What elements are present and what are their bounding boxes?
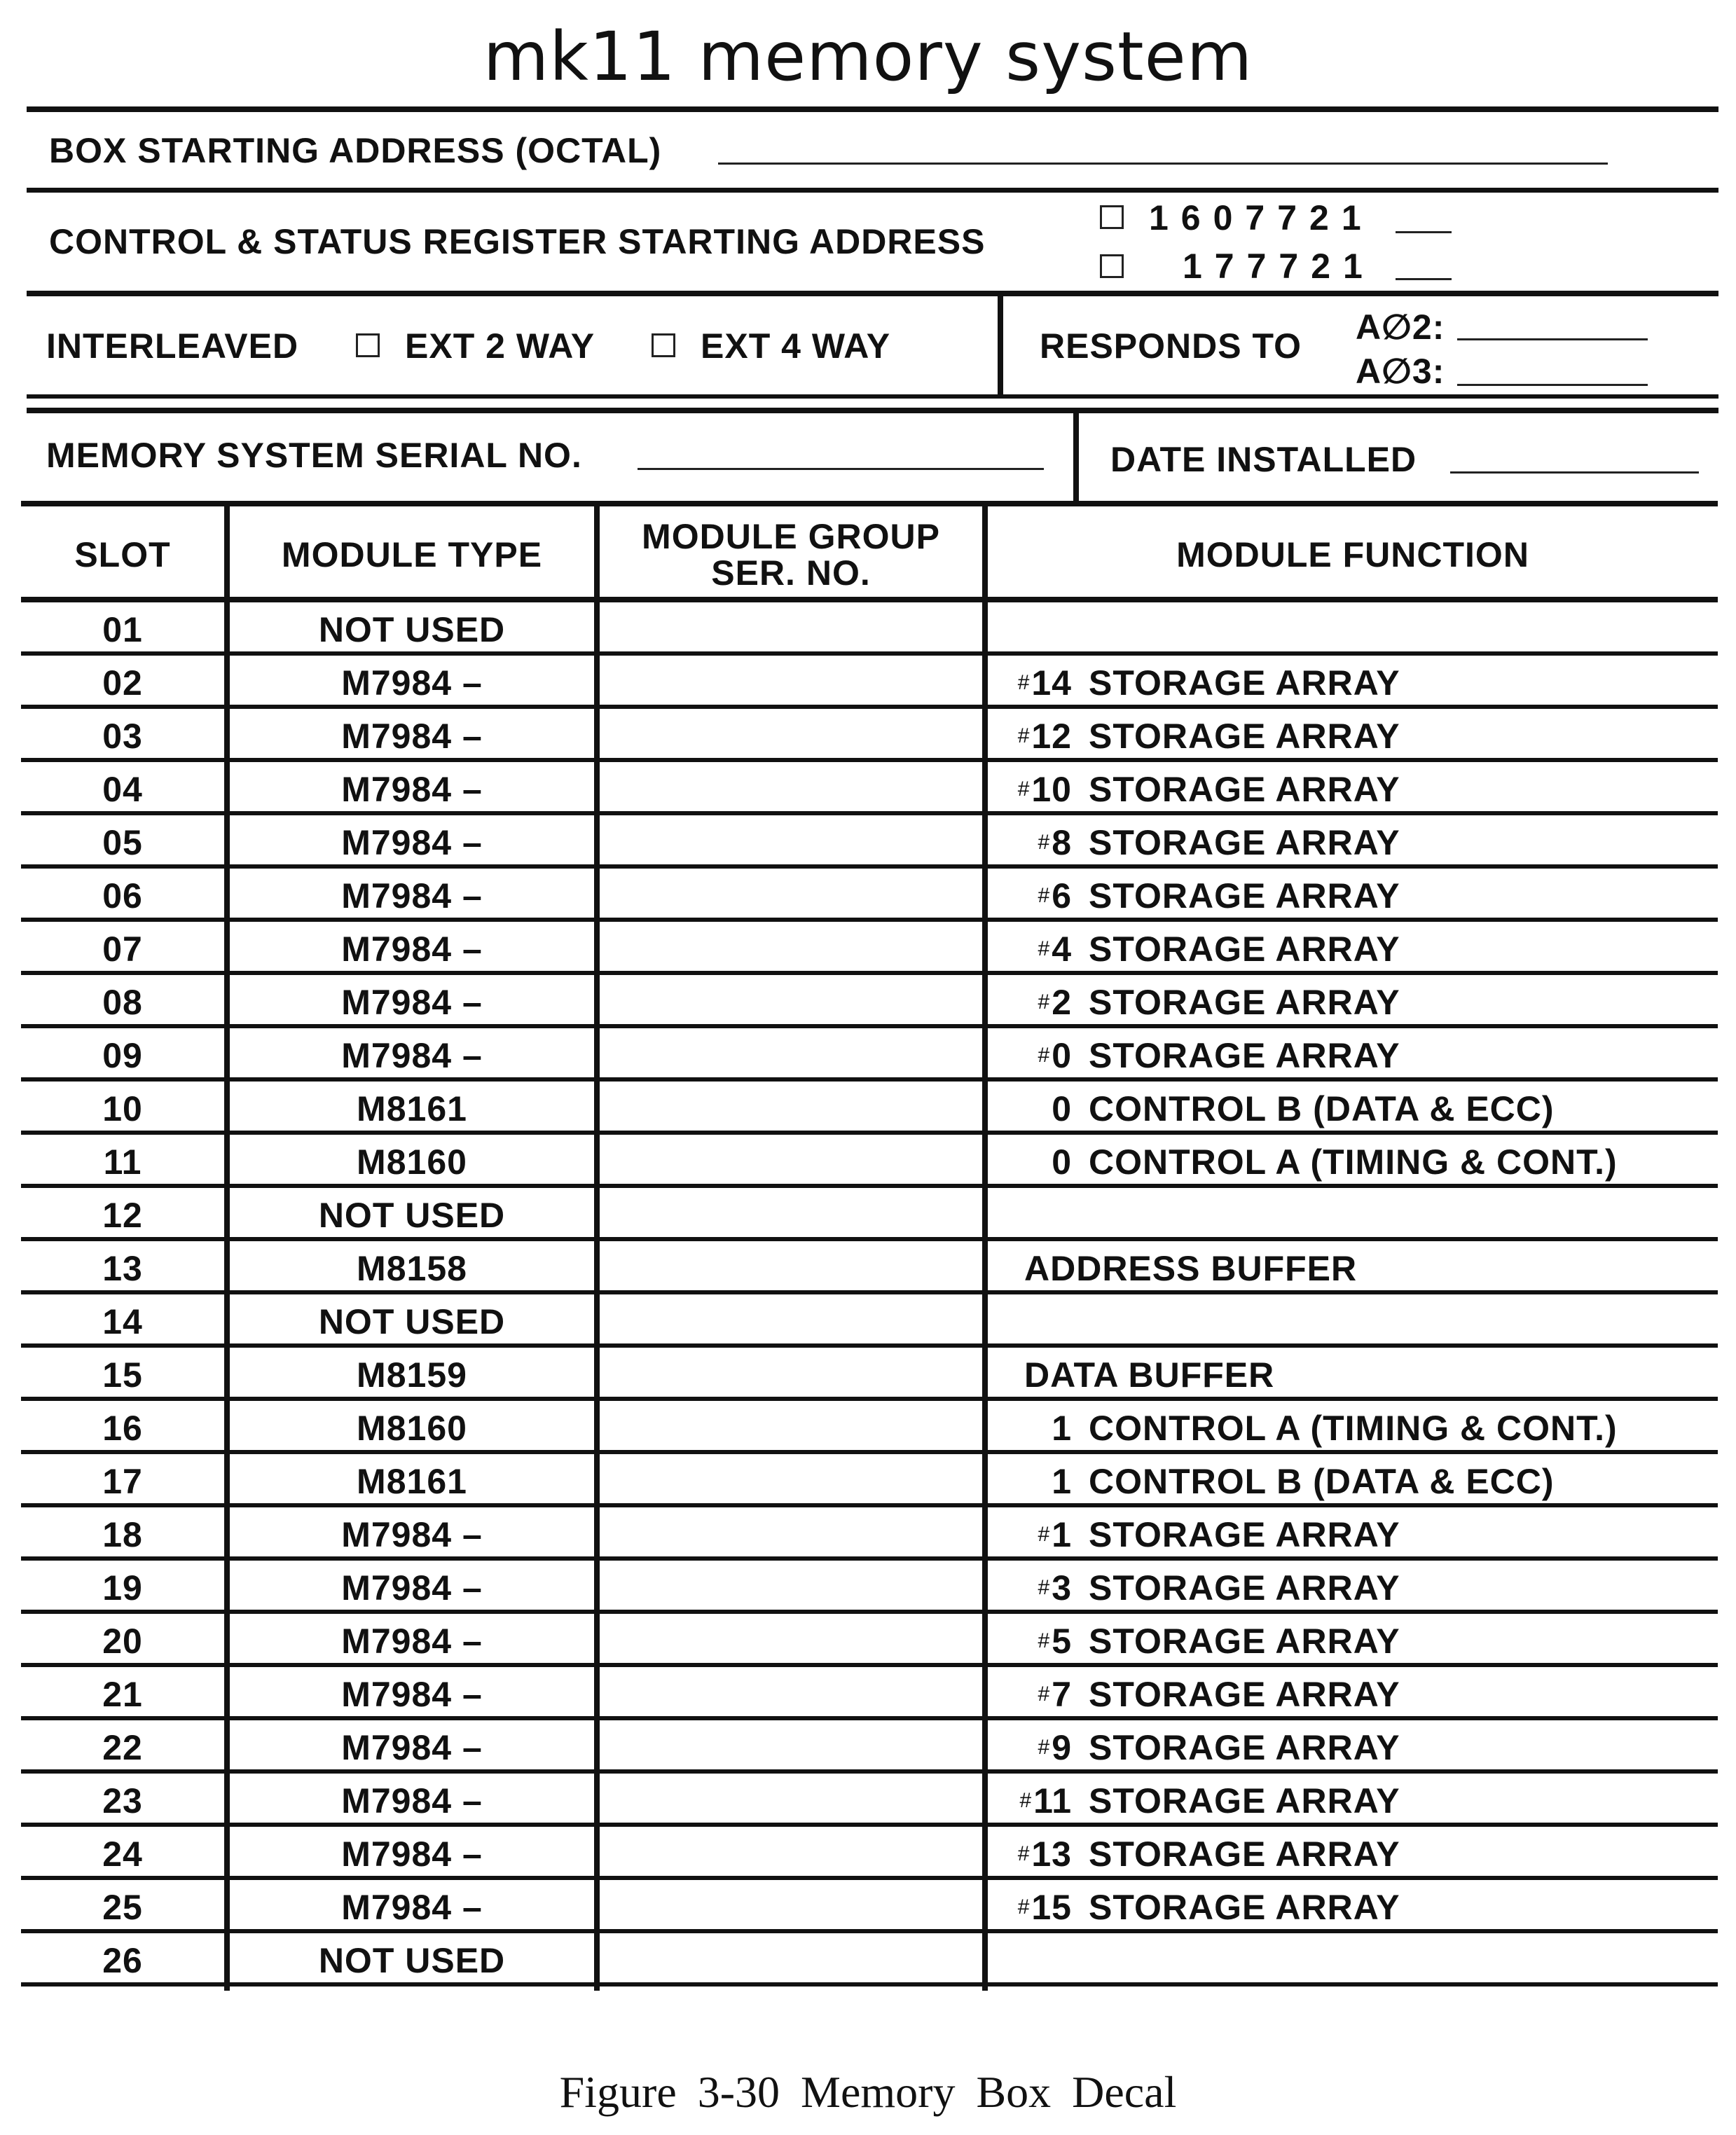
number-sign-icon: # <box>1038 1629 1051 1652</box>
box-starting-address-label: BOX STARTING ADDRESS (OCTAL) <box>49 131 662 170</box>
table-row <box>21 1880 1718 1933</box>
number-sign-icon: # <box>1017 671 1031 694</box>
page-title: mk11 memory system <box>483 18 1253 96</box>
module-function-text: CONTROL A (TIMING & CONT.) <box>1089 1142 1618 1182</box>
module-type-cell: M8160 <box>357 1142 467 1182</box>
slot-cell: 02 <box>102 663 143 703</box>
array-number <box>988 1135 1072 1189</box>
table-row <box>21 1507 1718 1561</box>
array-number <box>988 922 1072 976</box>
number-sign-icon: # <box>1038 1683 1051 1706</box>
module-group-ser-no-cell[interactable] <box>600 656 982 705</box>
array-number-value: 10 <box>1031 770 1072 809</box>
array-number <box>988 1561 1072 1615</box>
number-sign-icon: # <box>1017 778 1031 801</box>
slot-cell: 19 <box>102 1568 143 1608</box>
module-function-text: STORAGE ARRAY <box>1089 1622 1400 1661</box>
table-row <box>21 1135 1718 1188</box>
module-function-cell <box>988 1774 1716 1823</box>
serial-no-field[interactable] <box>638 468 1044 470</box>
number-sign-icon: # <box>1019 1789 1033 1812</box>
module-function-cell <box>988 1614 1716 1663</box>
module-function-text: DATA BUFFER <box>1024 1355 1275 1395</box>
module-type-cell: M7984 – <box>341 823 483 862</box>
array-number <box>988 1401 1072 1456</box>
module-function-text: STORAGE ARRAY <box>1089 717 1400 756</box>
module-function-text: STORAGE ARRAY <box>1089 1675 1400 1714</box>
table-row <box>21 1082 1718 1135</box>
array-number-value: 14 <box>1031 663 1072 703</box>
ext-2-way-label: EXT 2 WAY <box>405 326 595 366</box>
module-type-cell: M7984 – <box>341 1835 483 1874</box>
slot-cell: 09 <box>102 1036 143 1075</box>
table-row <box>21 602 1718 656</box>
module-function-cell <box>988 1720 1716 1769</box>
module-function-cell <box>988 709 1716 758</box>
module-table <box>21 501 1718 1987</box>
csr-option-checkbox[interactable] <box>1100 254 1124 278</box>
module-group-ser-no-cell[interactable] <box>600 1241 982 1290</box>
number-sign-icon: # <box>1038 1736 1051 1759</box>
table-row <box>21 1774 1718 1827</box>
module-group-ser-no-cell[interactable] <box>600 1774 982 1823</box>
array-number <box>988 815 1072 870</box>
slot-cell: 23 <box>102 1781 143 1820</box>
array-number-value: 1 <box>1052 1515 1072 1554</box>
module-function-text: STORAGE ARRAY <box>1089 1728 1400 1767</box>
array-number <box>988 1028 1072 1083</box>
array-number-value: 3 <box>1052 1568 1072 1608</box>
column-divider <box>594 501 600 1991</box>
slot-cell: 24 <box>102 1835 143 1874</box>
table-row <box>21 1401 1718 1454</box>
slot-cell: 04 <box>102 770 143 809</box>
module-function-text: CONTROL A (TIMING & CONT.) <box>1089 1409 1618 1448</box>
slot-cell: 06 <box>102 876 143 916</box>
module-function-cell <box>988 975 1716 1024</box>
module-function-text: STORAGE ARRAY <box>1089 1036 1400 1075</box>
array-number-value: 4 <box>1052 930 1072 969</box>
responds-a02-label: A∅2: <box>1356 308 1445 347</box>
module-function-text: STORAGE ARRAY <box>1089 1781 1400 1820</box>
module-type-cell: M7984 – <box>341 717 483 756</box>
number-sign-icon: # <box>1038 937 1051 960</box>
module-function-cell <box>988 762 1716 811</box>
serial-no-label: MEMORY SYSTEM SERIAL NO. <box>46 436 582 475</box>
module-group-ser-no-cell[interactable] <box>600 1454 982 1503</box>
module-group-ser-no-cell[interactable] <box>600 815 982 864</box>
array-number <box>988 656 1072 710</box>
module-type-cell: NOT USED <box>318 610 506 649</box>
slot-cell: 12 <box>102 1196 143 1235</box>
figure-caption: Figure 3-30 Memory Box Decal <box>559 2067 1177 2117</box>
module-function-cell <box>988 1401 1716 1450</box>
slot-cell: 16 <box>102 1409 143 1448</box>
table-row <box>21 1933 1718 1987</box>
module-group-ser-no-cell[interactable] <box>600 1294 982 1343</box>
module-group-ser-no-cell[interactable] <box>600 709 982 758</box>
array-number <box>988 1454 1072 1509</box>
module-group-ser-no-cell[interactable] <box>600 1188 982 1237</box>
array-number <box>988 1507 1072 1562</box>
array-number <box>988 975 1072 1030</box>
csr-option-field[interactable] <box>1396 231 1452 233</box>
module-type-cell: M7984 – <box>341 1036 483 1075</box>
module-group-ser-no-cell[interactable] <box>600 1880 982 1929</box>
module-function-cell <box>988 922 1716 971</box>
module-function-text: STORAGE ARRAY <box>1089 876 1400 916</box>
module-type-cell: M7984 – <box>341 1728 483 1767</box>
module-type-cell: M7984 – <box>341 876 483 916</box>
slot-cell: 08 <box>102 983 143 1022</box>
module-type-cell: M7984 – <box>341 1888 483 1927</box>
array-number <box>988 869 1072 923</box>
module-function-text: CONTROL B (DATA & ECC) <box>1089 1089 1555 1128</box>
slot-cell: 05 <box>102 823 143 862</box>
header-module-group <box>600 506 982 602</box>
module-function-cell <box>988 1880 1716 1929</box>
number-sign-icon: # <box>1017 724 1031 747</box>
array-number <box>988 1880 1072 1935</box>
responds-to-label: RESPONDS TO <box>1040 326 1302 366</box>
table-row <box>21 815 1718 869</box>
array-number-value: 12 <box>1031 717 1072 756</box>
number-sign-icon: # <box>1017 1895 1031 1919</box>
date-installed-label: DATE INSTALLED <box>1110 440 1417 479</box>
module-function-cell <box>988 1188 1736 1237</box>
slot-cell: 17 <box>102 1462 143 1501</box>
column-divider <box>982 501 988 1991</box>
slot-cell: 26 <box>102 1941 143 1980</box>
module-type-cell: M7984 – <box>341 1622 483 1661</box>
divider <box>1073 413 1079 503</box>
module-type-cell: M7984 – <box>341 1675 483 1714</box>
module-type-cell: M7984 – <box>341 1515 483 1554</box>
array-number-value: 0 <box>1052 1036 1072 1075</box>
module-function-cell <box>988 602 1736 651</box>
header-module-group-line1: MODULE GROUP <box>642 516 940 556</box>
module-group-ser-no-cell[interactable] <box>600 1082 982 1131</box>
array-number-value: 5 <box>1052 1622 1072 1661</box>
module-type-cell: M7984 – <box>341 663 483 703</box>
table-row <box>21 1241 1718 1294</box>
module-type-cell: M7984 – <box>341 983 483 1022</box>
module-group-ser-no-cell[interactable] <box>600 1667 982 1716</box>
csr-option-1607721: 1607721 <box>1149 198 1374 237</box>
table-row <box>21 922 1718 975</box>
module-type-cell: NOT USED <box>318 1941 506 1980</box>
array-number-value: 13 <box>1031 1835 1072 1874</box>
array-number-value: 7 <box>1052 1675 1072 1714</box>
module-function-text: STORAGE ARRAY <box>1089 1888 1400 1927</box>
interleaved-label: INTERLEAVED <box>46 326 299 366</box>
module-type-cell: M7984 – <box>341 930 483 969</box>
module-type-cell: M8159 <box>357 1355 467 1395</box>
ext-2-way-checkbox[interactable] <box>356 333 380 357</box>
array-number-value: 1 <box>1052 1462 1072 1501</box>
array-number-value: 11 <box>1033 1781 1072 1820</box>
module-group-ser-no-cell[interactable] <box>600 922 982 971</box>
module-type-cell: M8160 <box>357 1409 467 1448</box>
module-group-ser-no-cell[interactable] <box>600 1933 982 1982</box>
slot-cell: 22 <box>102 1728 143 1767</box>
ext-4-way-label: EXT 4 WAY <box>701 326 891 366</box>
slot-cell: 25 <box>102 1888 143 1927</box>
array-number-value: 15 <box>1031 1888 1072 1927</box>
slot-cell: 07 <box>102 930 143 969</box>
module-function-text: STORAGE ARRAY <box>1089 823 1400 862</box>
table-row <box>21 975 1718 1028</box>
table-row <box>21 1294 1718 1348</box>
table-row <box>21 1561 1718 1614</box>
module-function-cell <box>988 1667 1716 1716</box>
header-module-group-line2: SER. NO. <box>711 553 871 593</box>
divider <box>27 291 1718 296</box>
module-group-ser-no-cell[interactable] <box>600 1135 982 1184</box>
array-number-value: 8 <box>1052 823 1072 862</box>
array-number-value: 2 <box>1052 983 1072 1022</box>
array-number <box>988 1720 1072 1775</box>
module-group-ser-no-cell[interactable] <box>600 1614 982 1663</box>
number-sign-icon: # <box>1038 1044 1051 1067</box>
module-function-text: CONTROL B (DATA & ECC) <box>1089 1462 1555 1501</box>
table-row <box>21 1667 1718 1720</box>
responds-a03-label: A∅3: <box>1356 352 1445 391</box>
slot-cell: 10 <box>102 1089 143 1128</box>
table-row <box>21 1454 1718 1507</box>
module-type-cell: M7984 – <box>341 770 483 809</box>
module-function-cell <box>988 1827 1716 1876</box>
module-function-text: ADDRESS BUFFER <box>1024 1249 1358 1288</box>
module-function-cell <box>988 1454 1716 1503</box>
table-row <box>21 1188 1718 1241</box>
array-number <box>988 1774 1072 1828</box>
header-module-function: MODULE FUNCTION <box>1176 534 1529 574</box>
module-group-ser-no-cell[interactable] <box>600 869 982 918</box>
responds-a03-field[interactable] <box>1457 384 1648 386</box>
module-group-ser-no-cell[interactable] <box>600 1827 982 1876</box>
table-body <box>21 602 1718 1987</box>
module-function-text: STORAGE ARRAY <box>1089 930 1400 969</box>
module-function-cell <box>988 1241 1736 1290</box>
module-function-cell <box>988 869 1716 918</box>
slot-cell: 21 <box>102 1675 143 1714</box>
module-function-text: STORAGE ARRAY <box>1089 983 1400 1022</box>
module-type-cell: M7984 – <box>341 1568 483 1608</box>
module-type-cell: NOT USED <box>318 1196 506 1235</box>
module-function-text: STORAGE ARRAY <box>1089 663 1400 703</box>
number-sign-icon: # <box>1038 884 1051 907</box>
number-sign-icon: # <box>1038 831 1051 854</box>
module-group-ser-no-cell[interactable] <box>600 1561 982 1610</box>
module-type-cell: M7984 – <box>341 1781 483 1820</box>
header-slot: SLOT <box>74 534 171 574</box>
module-group-ser-no-cell[interactable] <box>600 1507 982 1556</box>
module-group-ser-no-cell[interactable] <box>600 1348 982 1397</box>
module-function-cell <box>988 1507 1716 1556</box>
number-sign-icon: # <box>1038 990 1051 1014</box>
slot-cell: 14 <box>102 1302 143 1341</box>
array-number-value: 1 <box>1052 1409 1072 1448</box>
csr-option-field[interactable] <box>1396 278 1452 280</box>
module-type-cell: M8158 <box>357 1249 467 1288</box>
column-divider <box>224 501 230 1991</box>
slot-cell: 20 <box>102 1622 143 1661</box>
array-number-value: 6 <box>1052 876 1072 916</box>
module-group-ser-no-cell[interactable] <box>600 975 982 1024</box>
divider <box>27 408 1718 413</box>
divider <box>27 106 1718 112</box>
csr-option-checkbox[interactable] <box>1100 205 1124 229</box>
array-number <box>988 1082 1072 1136</box>
date-installed-field[interactable] <box>1450 471 1699 474</box>
module-function-cell <box>988 815 1716 864</box>
module-group-ser-no-cell[interactable] <box>600 1401 982 1450</box>
module-function-cell <box>988 1294 1736 1343</box>
responds-a02-field[interactable] <box>1457 338 1648 340</box>
module-function-cell <box>988 1348 1736 1397</box>
table-row <box>21 709 1718 762</box>
module-group-ser-no-cell[interactable] <box>600 602 982 651</box>
table-row <box>21 1348 1718 1401</box>
array-number <box>988 1827 1072 1881</box>
array-number <box>988 709 1072 764</box>
array-number-value: 9 <box>1052 1728 1072 1767</box>
module-function-cell <box>988 1933 1736 1982</box>
table-row <box>21 1827 1718 1880</box>
table-row <box>21 1028 1718 1082</box>
module-function-cell <box>988 1082 1716 1131</box>
module-function-text: STORAGE ARRAY <box>1089 1515 1400 1554</box>
module-function-cell <box>988 1028 1716 1077</box>
ext-4-way-checkbox[interactable] <box>652 333 675 357</box>
divider <box>27 394 1718 399</box>
module-function-text: STORAGE ARRAY <box>1089 1835 1400 1874</box>
slot-cell: 03 <box>102 717 143 756</box>
number-sign-icon: # <box>1038 1523 1051 1546</box>
slot-cell: 01 <box>102 610 143 649</box>
box-starting-address-field[interactable] <box>718 163 1608 165</box>
csr-option-177721: 177721 <box>1183 247 1375 286</box>
slot-cell: 11 <box>103 1142 142 1182</box>
module-type-cell: M8161 <box>357 1089 467 1128</box>
table-row <box>21 762 1718 815</box>
array-number-value: 0 <box>1052 1142 1072 1182</box>
table-row <box>21 869 1718 922</box>
table-row <box>21 1720 1718 1774</box>
slot-cell: 15 <box>102 1355 143 1395</box>
header-module-type: MODULE TYPE <box>281 534 543 574</box>
table-row <box>21 656 1718 709</box>
array-number <box>988 1667 1072 1722</box>
array-number <box>988 762 1072 817</box>
module-type-cell: M8161 <box>357 1462 467 1501</box>
slot-cell: 13 <box>102 1249 143 1288</box>
module-group-ser-no-cell[interactable] <box>600 1028 982 1077</box>
table-header <box>21 501 1718 602</box>
module-function-text: STORAGE ARRAY <box>1089 1568 1400 1608</box>
module-function-cell <box>988 1561 1716 1610</box>
table-row <box>21 1614 1718 1667</box>
module-function-cell <box>988 656 1716 705</box>
number-sign-icon: # <box>1038 1576 1051 1599</box>
number-sign-icon: # <box>1017 1842 1031 1865</box>
array-number <box>988 1614 1072 1668</box>
module-group-ser-no-cell[interactable] <box>600 762 982 811</box>
csr-address-label: CONTROL & STATUS REGISTER STARTING ADDRESS <box>49 222 986 261</box>
divider <box>998 294 1003 398</box>
module-type-cell: NOT USED <box>318 1302 506 1341</box>
module-function-cell <box>988 1135 1716 1184</box>
divider <box>27 188 1718 193</box>
module-function-text: STORAGE ARRAY <box>1089 770 1400 809</box>
array-number-value: 0 <box>1052 1089 1072 1128</box>
module-group-ser-no-cell[interactable] <box>600 1720 982 1769</box>
slot-cell: 18 <box>102 1515 143 1554</box>
